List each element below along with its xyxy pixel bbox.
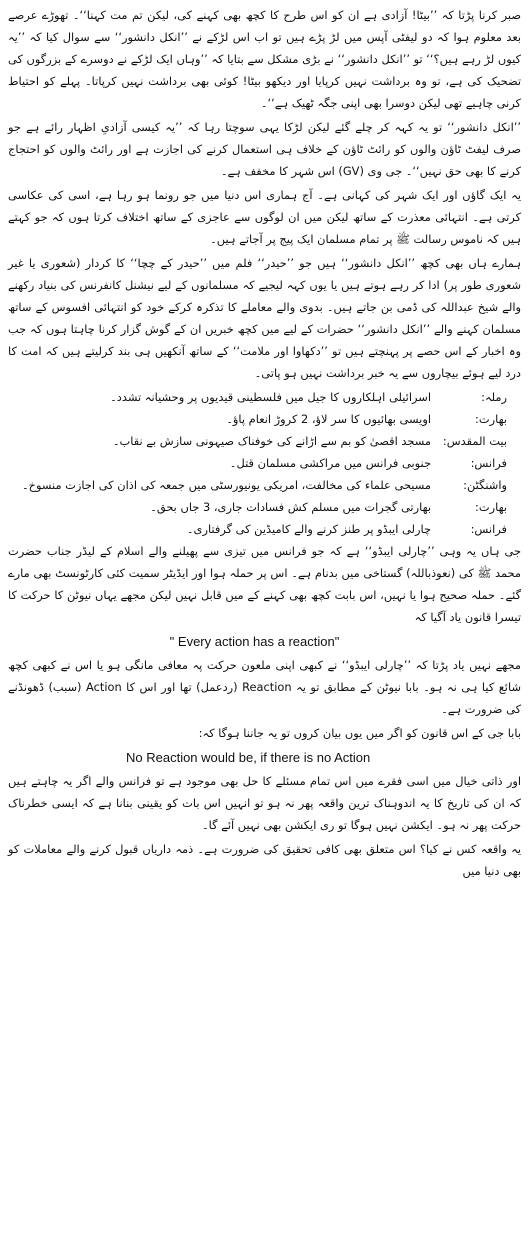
news-text: اویسی بھائیوں کا سر لاؤ، 2 کروڑ انعام پاؤ۔ xyxy=(226,412,431,426)
paragraph-personal-view: اور ذاتی خیال میں اسی فقرے میں اس تمام مسئلے کا حل بھی موجود ہے تو فرانس والے اگر یہ چاہتے ہیں کہ ان کی تاریخ کا یہ اندوہناک ترین واقعہ پھر نہ ہو تو انہیں اس بات کو یقینی بنانا ہے کہ ایسی خطرناک حرکت پھر نہ ہو۔ ایکشن نہیں ہوگا تو ری ایکشن بھی نہیں آئے گا۔ xyxy=(8,774,521,832)
news-item xyxy=(8,474,521,496)
paragraph-uncle-intellectual: ’’انکل دانشور‘‘ تو یہ کہہ کر چلے گئے لیکن لڑکا یہی سوچتا رہا کہ ’’یہ کیسی آزادیِ اظہار رائے ہے جو صرف لیفٹ ٹاؤن والوں کو رائٹ ٹاؤن کے خلاف ہی استعمال کرنے کی اجازت ہے اور رائٹ والوں کو احتجاج کرنے کا بھی حق نہیں‘‘۔ جی وی (GV) اس شہر کا مخفف ہے۔ xyxy=(8,120,521,178)
news-text: مسیحی علماء کی مخالفت، امریکی یونیورسٹی میں جمعہ کی اذان کی اجازت منسوخ۔ xyxy=(21,478,431,492)
news-text: مسجد اقصیٰ کو بم سے اڑانے کی خوفناک صیہونی سازش بے نقاب۔ xyxy=(112,434,431,448)
news-text: چارلی ایبڈو پر طنز کرنے والے کامیڈین کی گرفتاری۔ xyxy=(186,522,431,536)
news-place: بیت المقدس: xyxy=(442,434,507,448)
news-place: واشنگٹن: xyxy=(463,478,507,492)
news-item xyxy=(8,452,521,474)
news-item xyxy=(8,518,521,540)
paragraph-opening: صبر کرنا پڑتا کہ ’’بیٹا! آزادی ہے ان کو اس طرح کا کچھ بھی کہنے کی، لیکن تم مت کہنا‘‘۔ تھوڑے عرصے بعد معلوم ہوا کہ دو لیفٹی آپس میں لڑ پڑے ہیں تو اب اس لڑکے نے ’’انکل دانشور‘‘ سے سوال کیا کہ ’’یہ کیوں لڑ رہے ہیں؟‘‘ تو ’’انکل دانشور‘‘ نے بڑی مشکل سے بتایا کہ ’’وہاں ایک لڑکے نے دوسرے کے بزرگوں کی تضحیک کی ہے، تو وہ برداشت نہیں کرپایا اور دیکھو بیٹا! کوئی بھی برداشت نہیں کرپاتا۔ پہلے کو احتیاط کرنی چاہیے تھی لیکن دوسرا بھی اپنی جگہ ٹھیک ہے‘‘۔ xyxy=(8,8,521,110)
news-text: جنوبی فرانس میں مراکشی مسلمان قتل۔ xyxy=(229,456,431,470)
news-place: فرانس: xyxy=(470,522,507,536)
news-place: رملہ: xyxy=(481,390,507,404)
news-item xyxy=(8,496,521,518)
paragraph-village-and-city: یہ ایک گاؤں اور ایک شہر کی کہانی ہے۔ آج ہماری اس دنیا میں جو رونما ہو رہا ہے، اسی کی عکاسی کرتی ہے۔ انتہائی معذرت کے ساتھ لیکن میں ان لوگوں سے عاجزی کے ساتھ اختلاف کرتا ہوں کہ جو کہتے ہیں کہ ناموس رسالت ﷺ پر تمام مسلمان ایک پیج پر آجاتے ہیں۔ xyxy=(8,188,521,246)
paragraph-charlie-hebdo: جی ہاں یہ وہی ’’چارلی ایبڈو‘‘ ہے کہ جو فرانس میں تیزی سے پھیلنے والے اسلام کے لیڈر جناب حضرت محمد ﷺ کی (نعوذباللہ) گستاخی میں بدنام ہے۔ اس پر حملہ ہوا اور ایڈیٹر سمیت کئی کارٹونسٹ بھی مارے گئے۔ حملہ صحیح ہوا یا نہیں، اس بابت کچھ بھی کہنے کے میں قابل نہیں لیکن مجھے یہاں نیوٹن کا حرکت کا تیسرا قانون یاد آگیا کہ xyxy=(8,544,521,624)
news-item xyxy=(8,430,521,452)
quote-no-reaction: No Reaction would be, if there is no Action xyxy=(126,750,371,765)
news-place: بھارت: xyxy=(475,500,507,514)
paragraph-action-reaction: مجھے نہیں یاد پڑتا کہ ’’چارلی ایبڈو‘‘ نے کبھی اپنی ملعون حرکت پہ معافی مانگی ہو یا اس نے کبھی کچھ شائع کیا ہی نہ ہو۔ بابا نیوٹن کے مطابق تو یہ Reaction (ردعمل) تھا اور اس کا Action (سبب) ڈھونڈنے کی ضرورت ہے۔ xyxy=(8,658,521,716)
paragraph-baba-ji-law: بابا جی کے اس قانون کو اگر میں یوں بیان کروں تو یہ جاننا ہوگا کہ: xyxy=(198,726,521,740)
paragraph-who-did-it: یہ واقعہ کس نے کیا؟ اس متعلق بھی کافی تحقیق کی ضرورت ہے۔ ذمہ داریاں قبول کرنے والے معاملات کو بھی دنیا میں xyxy=(8,842,521,878)
news-item xyxy=(8,386,521,408)
quote-newton-law: " Every action has a reaction" xyxy=(169,634,340,649)
news-text: اسرائیلی اہلکاروں کا جیل میں فلسطینی قیدیوں پر وحشیانہ تشدد۔ xyxy=(110,390,431,404)
news-item xyxy=(8,408,521,430)
news-place: فرانس: xyxy=(470,456,507,470)
news-list xyxy=(8,386,521,540)
news-text: بھارتی گجرات میں مسلم کش فسادات جاری، 3 جاں بحق۔ xyxy=(150,500,431,514)
paragraph-haider-film: ہمارے ہاں بھی کچھ ’’انکل دانشور‘‘ ہیں جو ’’حیدر‘‘ فلم میں ’’حیدر کے چچا‘‘ کا کردار (شعوری یا غیر شعوری طور پر) ادا کر رہے ہوتے ہیں یا یوں کہہ لیجیے کہ مسلمانوں کے لیے نیشنل کانفرنس کی بنیاد رکھنے والے شیخ عبداللہ کی ڈمی بن جاتے ہیں۔ بدوی والے معاملے کا تذکرہ کرکے خود کو انتہائی افسوس کے ساتھ مسلمان کہنے والے ’’انکل دانشور‘‘ حضرات کے لیے میں کچھ خبریں ان کے گوش گزار کرنا چاہتا ہوں کہ جب وہ اخبار کے اس حصے پر پہنچتے ہیں تو ’’دکھاوا اور ملامت‘‘ کے ساتھ آنکھیں ہی بند کرلیتے ہیں کہ امت کا درد لیے ہوئے بیچاروں سے یہ خبر برداشت نہیں ہو پاتی۔ xyxy=(8,256,521,380)
news-place: بھارت: xyxy=(475,412,507,426)
